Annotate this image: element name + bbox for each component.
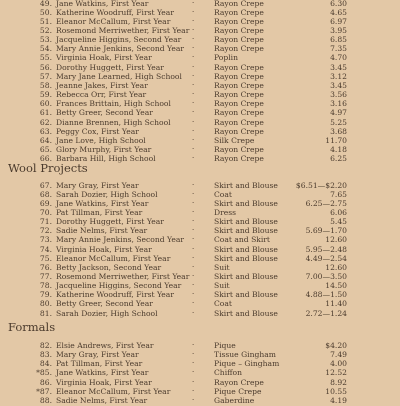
- item-number: 67.: [39, 180, 52, 190]
- leader-dots: ·: [192, 299, 197, 308]
- item-material: Rayon Crepe: [214, 16, 264, 26]
- item-material: Skirt and Blouse: [214, 226, 278, 236]
- item-name: Betty Jackson, Second Year: [56, 262, 162, 272]
- item-number: 70.: [39, 207, 52, 217]
- leader-dots: ·: [192, 99, 197, 108]
- item-name: Virginia Hoak, First Year: [56, 53, 152, 63]
- leader-dots: ·: [192, 368, 197, 377]
- item-name: Katherine Woodruff, First Year: [56, 7, 174, 17]
- item-name: Dorothy Huggett, First Year: [56, 62, 164, 72]
- item-price: 12.60: [325, 262, 347, 272]
- item-number: 53.: [39, 35, 52, 45]
- item-material: Suit: [214, 262, 230, 272]
- item-name: Mary Annie Jenkins, Second Year: [56, 235, 185, 245]
- item-price: 3.45: [330, 62, 347, 72]
- item-material: Skirt and Blouse: [214, 180, 278, 190]
- item-number: 86.: [39, 377, 52, 387]
- leader-dots: ·: [192, 281, 197, 290]
- item-name: Peggy Cox, First Year: [56, 126, 139, 136]
- leader-dots: ·: [192, 26, 197, 34]
- item-price: 11.40: [325, 299, 347, 309]
- item-name: Virginia Hoak, First Year: [56, 244, 152, 254]
- item-name: Eleanor McCallum, First Year: [56, 16, 171, 26]
- item-name: Katherine Woodruff, First Year: [56, 290, 174, 300]
- item-name: Mary Annie Jenkins, Second Year: [56, 44, 185, 54]
- item-name: Jeanne Jakes, First Year: [56, 80, 148, 90]
- item-name: Rebecca Orr, First Year: [56, 90, 147, 99]
- item-price: 3.56: [330, 90, 347, 99]
- item-number: 54.: [39, 44, 52, 54]
- leader-dots: ·: [192, 386, 197, 395]
- item-name: Rosemond Merriwether, First Year: [56, 272, 190, 281]
- item-number: 81.: [39, 308, 52, 318]
- item-name: Eleanor McCallum, First Year: [56, 386, 171, 396]
- item-number: 88.: [39, 395, 52, 405]
- leader-dots: ·: [192, 235, 197, 244]
- item-name: Barbara Hill, High School: [56, 154, 156, 164]
- item-price: 8.92: [330, 377, 347, 387]
- item-number: 84.: [39, 359, 52, 369]
- item-price: 10.55: [325, 386, 347, 396]
- item-name: Jane Love, High School: [56, 135, 146, 145]
- item-material: Rayon Crepe: [214, 99, 264, 109]
- item-price: 4.18: [330, 144, 347, 154]
- list-item: [0, 395, 400, 406]
- item-price: 7.35: [330, 44, 347, 54]
- leader-dots: ·: [192, 126, 197, 135]
- item-number: 60.: [39, 99, 52, 109]
- item-material: Rayon Crepe: [214, 62, 264, 72]
- item-number: 49.: [39, 0, 52, 8]
- item-number: 74.: [39, 244, 52, 254]
- item-material: Skirt and Blouse: [214, 308, 278, 318]
- item-name: Betty Greer, Second Year: [56, 299, 153, 309]
- item-material: Skirt and Blouse: [214, 290, 278, 300]
- item-number: 66.: [39, 154, 52, 164]
- item-number: 68.: [39, 189, 52, 199]
- item-price: $6.51—$2.20: [295, 180, 347, 190]
- item-name: Betty Greer, Second Year: [56, 108, 153, 118]
- item-material: Rayon Crepe: [214, 7, 264, 17]
- item-material: Poplin: [214, 53, 238, 63]
- item-number: 64.: [39, 135, 52, 145]
- item-material: Rayon Crepe: [214, 117, 264, 127]
- leader-dots: ·: [192, 180, 197, 189]
- leader-dots: ·: [192, 44, 197, 53]
- item-number: 75.: [39, 253, 52, 263]
- leader-dots: ·: [192, 80, 197, 89]
- item-material: Rayon Crepe: [214, 154, 264, 164]
- leader-dots: ·: [192, 154, 197, 163]
- item-price: 7.65: [330, 189, 347, 199]
- item-material: Dress: [214, 207, 237, 217]
- item-material: Chiffon: [214, 368, 242, 378]
- item-number: 57.: [39, 71, 52, 81]
- item-price: 5.95—2.48: [305, 244, 347, 254]
- item-material: Skirt and Blouse: [214, 198, 278, 208]
- leader-dots: ·: [192, 217, 197, 226]
- section-heading-wool: Wool Projects: [8, 161, 88, 175]
- item-number: 78.: [39, 281, 52, 291]
- item-material: Rayon Crepe: [214, 144, 264, 154]
- item-material: Rayon Crepe: [214, 26, 264, 35]
- list-item: [0, 308, 400, 319]
- item-price: 12.60: [325, 235, 347, 245]
- item-number: 50.: [39, 7, 52, 17]
- item-price: 7.49: [330, 350, 347, 360]
- item-material: Skirt and Blouse: [214, 244, 278, 254]
- item-price: 2.72—1.24: [305, 308, 347, 318]
- item-name: Pat Tillman, First Year: [56, 207, 143, 217]
- leader-dots: ·: [192, 117, 197, 126]
- item-material: Rayon Crepe: [214, 108, 264, 118]
- item-name: Sarah Dozier, High School: [56, 308, 158, 318]
- leader-dots: ·: [192, 7, 197, 16]
- leader-dots: ·: [192, 359, 197, 368]
- item-number: 72.: [39, 226, 52, 236]
- item-material: Coat: [214, 189, 232, 199]
- item-material: Gaberdine: [214, 395, 255, 405]
- item-material: Skirt and Blouse: [214, 253, 278, 263]
- item-name: Mary Gray, First Year: [56, 350, 139, 360]
- item-name: Rosemond Merriwether, First Year: [56, 26, 190, 35]
- item-material: Rayon Crepe: [214, 44, 264, 54]
- item-name: Sarah Dozier, High School: [56, 189, 158, 199]
- leader-dots: ·: [192, 395, 197, 404]
- item-price: 3.68: [330, 126, 347, 136]
- item-price: 6.06: [330, 207, 347, 217]
- item-material: Pique Crepe: [214, 386, 262, 396]
- leader-dots: ·: [192, 53, 197, 62]
- item-number: 51.: [39, 16, 52, 26]
- leader-dots: ·: [192, 62, 197, 71]
- leader-dots: ·: [192, 341, 197, 349]
- item-name: Elsie Andrews, First Year: [56, 341, 154, 350]
- item-price: 4.88—1.50: [305, 290, 347, 300]
- item-number: 59.: [39, 90, 52, 99]
- leader-dots: ·: [192, 308, 197, 317]
- item-material: Pique – Gingham: [214, 359, 280, 369]
- leader-dots: ·: [192, 272, 197, 280]
- item-number: 65.: [39, 144, 52, 154]
- leader-dots: ·: [192, 108, 197, 117]
- item-number: 80.: [39, 299, 52, 309]
- item-material: Rayon Crepe: [214, 0, 264, 8]
- leader-dots: ·: [192, 226, 197, 235]
- item-price: 4.00: [330, 359, 347, 369]
- item-name: Glory Murphy, First Year: [56, 144, 152, 154]
- leader-dots: ·: [192, 207, 197, 216]
- item-number: 52.: [39, 26, 52, 35]
- item-number: 83.: [39, 350, 52, 360]
- item-number: *87.: [36, 386, 52, 396]
- item-material: Silk Crepe: [214, 135, 255, 145]
- item-material: Coat: [214, 299, 232, 309]
- item-material: Skirt and Blouse: [214, 217, 278, 227]
- item-price: 6.97: [330, 16, 347, 26]
- item-name: Mary Jane Learned, High School: [56, 71, 182, 81]
- leader-dots: ·: [192, 189, 197, 198]
- item-number: 79.: [39, 290, 52, 300]
- leader-dots: ·: [192, 350, 197, 359]
- item-price: 11.70: [325, 135, 347, 145]
- item-price: 6.85: [330, 35, 347, 45]
- item-material: Rayon Crepe: [214, 71, 264, 81]
- item-name: Jacqueline Higgins, Second Year: [56, 281, 182, 291]
- leader-dots: ·: [192, 377, 197, 386]
- item-material: Rayon Crepe: [214, 35, 264, 45]
- leader-dots: ·: [192, 90, 197, 98]
- item-price: 3.95: [330, 26, 347, 35]
- item-number: 82.: [39, 341, 52, 350]
- item-name: Virginia Hoak, First Year: [56, 377, 152, 387]
- item-name: Mary Gray, First Year: [56, 180, 139, 190]
- item-price: 7.00—3.50: [305, 272, 347, 281]
- item-name: Eleanor McCallum, First Year: [56, 253, 171, 263]
- item-material: Rayon Crepe: [214, 126, 264, 136]
- item-name: Sadie Nelms, First Year: [56, 395, 148, 405]
- leader-dots: ·: [192, 198, 197, 207]
- item-name: Frances Brittain, High School: [56, 99, 171, 109]
- item-price: 4.65: [330, 7, 347, 17]
- leader-dots: ·: [192, 71, 197, 80]
- item-material: Pique: [214, 341, 236, 350]
- item-name: Jacqueline Higgins, Second Year: [56, 35, 182, 45]
- item-material: Rayon Crepe: [214, 377, 264, 387]
- section-heading-formals: Formals: [8, 320, 56, 334]
- item-price: 5.69—1.70: [305, 226, 347, 236]
- item-price: 3.16: [330, 99, 347, 109]
- item-material: Tissue Gingham: [214, 350, 276, 360]
- item-number: 73.: [39, 235, 52, 245]
- leader-dots: ·: [192, 16, 197, 25]
- leader-dots: ·: [192, 0, 197, 7]
- item-number: 71.: [39, 217, 52, 227]
- item-material: Coat and Skirt: [214, 235, 270, 245]
- item-name: Jane Watkins, First Year: [56, 368, 149, 378]
- leader-dots: ·: [192, 244, 197, 253]
- item-number: 63.: [39, 126, 52, 136]
- item-number: 69.: [39, 198, 52, 208]
- leader-dots: ·: [192, 262, 197, 271]
- item-price: 14.50: [325, 281, 347, 291]
- item-price: 4.19: [330, 395, 347, 405]
- item-name: Sadie Nelms, First Year: [56, 226, 148, 236]
- item-price: 12.52: [325, 368, 347, 378]
- item-number: 62.: [39, 117, 52, 127]
- leader-dots: ·: [192, 35, 197, 44]
- item-price: 5.45: [330, 217, 347, 227]
- item-number: 77.: [39, 272, 52, 281]
- item-price: $4.20: [325, 341, 347, 350]
- item-price: 6.25: [330, 154, 347, 164]
- item-price: 4.49—2.54: [305, 253, 347, 263]
- item-material: Suit: [214, 281, 230, 291]
- item-material: Rayon Crepe: [214, 90, 264, 99]
- item-price: 6.25—2.75: [305, 198, 347, 208]
- item-price: 4.70: [330, 53, 347, 63]
- item-price: 4.97: [330, 108, 347, 118]
- item-number: 55.: [39, 53, 52, 63]
- item-number: 76.: [39, 262, 52, 272]
- item-number: *85.: [36, 368, 52, 378]
- item-number: 56.: [39, 62, 52, 72]
- item-price: 3.12: [330, 71, 347, 81]
- item-price: 3.45: [330, 80, 347, 90]
- item-material: Skirt and Blouse: [214, 272, 278, 281]
- item-name: Jane Watkins, First Year: [56, 0, 149, 8]
- item-number: 58.: [39, 80, 52, 90]
- item-price: 5.25: [330, 117, 347, 127]
- item-name: Pat Tillman, First Year: [56, 359, 143, 369]
- item-material: Rayon Crepe: [214, 80, 264, 90]
- leader-dots: ·: [192, 290, 197, 299]
- item-price: 6.30: [330, 0, 347, 8]
- leader-dots: ·: [192, 135, 197, 144]
- item-name: Dorothy Huggett, First Year: [56, 217, 164, 227]
- item-name: Dianne Brennen, High School: [56, 117, 171, 127]
- item-number: 61.: [39, 108, 52, 118]
- leader-dots: ·: [192, 144, 197, 153]
- item-name: Jane Watkins, First Year: [56, 198, 149, 208]
- leader-dots: ·: [192, 253, 197, 262]
